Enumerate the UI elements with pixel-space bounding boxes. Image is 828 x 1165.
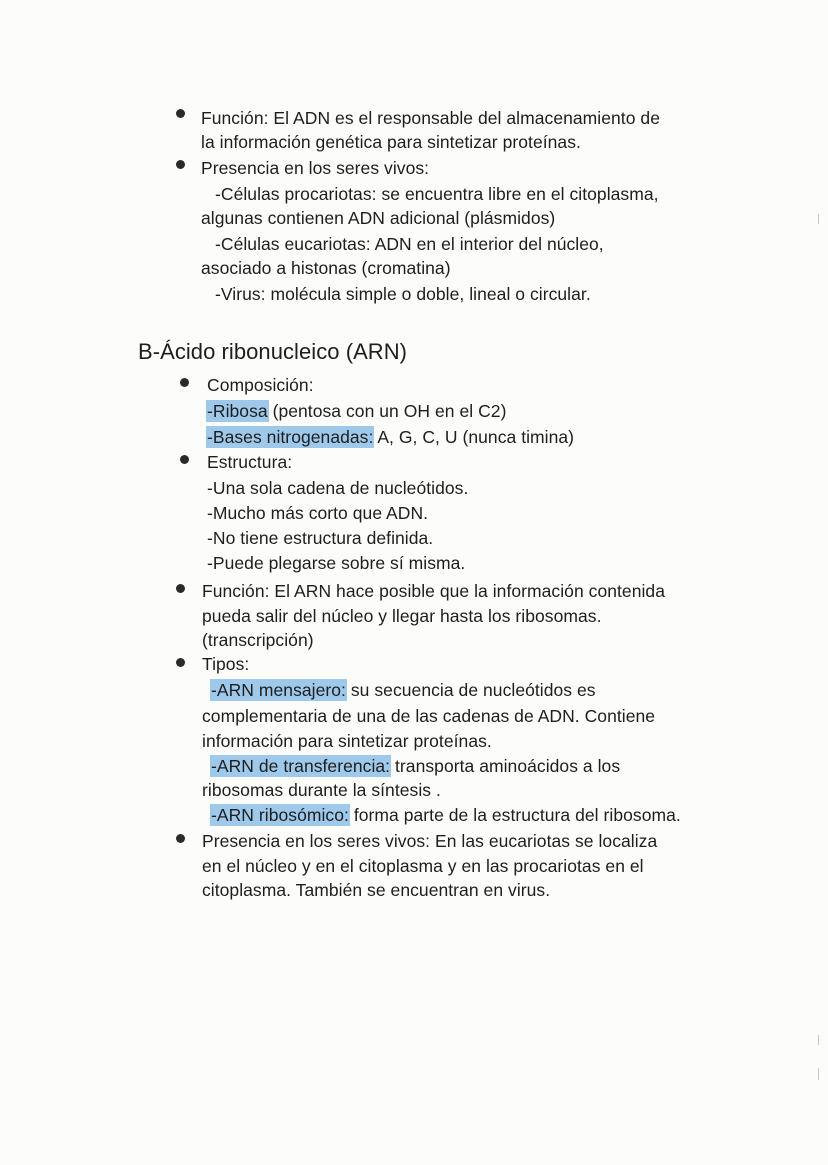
- mensajero-highlight: -ARN mensajero:: [211, 680, 346, 700]
- funcion-arn-line-2: pueda salir del núcleo y llegar hasta los ribosomas.: [202, 606, 602, 626]
- ribosa-highlight: -Ribosa: [207, 401, 268, 421]
- bullet-point: [176, 584, 185, 593]
- bases-description: A, G, C, U (nunca timina): [373, 427, 575, 447]
- bases-line: [207, 426, 574, 448]
- scan-mark: [818, 1035, 819, 1045]
- presencia-arn-line-3: citoplasma. También se encuentran en virus.: [202, 880, 551, 900]
- estructura-item: -No tiene estructura definida.: [207, 528, 434, 548]
- funcion-arn-line-3: (transcripción): [202, 630, 314, 650]
- section-b-heading: B-Ácido ribonucleico (ARN): [138, 339, 408, 364]
- funcion-arn-line-1: Función: El ARN hace posible que la información contenida: [202, 581, 665, 601]
- bases-highlight: -Bases nitrogenadas:: [207, 427, 374, 447]
- composicion-title: Composición:: [207, 375, 314, 395]
- ribosa-line: [207, 400, 506, 422]
- presencia-adn-title: Presencia en los seres vivos:: [201, 158, 430, 178]
- scan-mark: [818, 1068, 819, 1080]
- bullet-point: [176, 834, 185, 843]
- presencia-arn-line-2: en el núcleo y en el citoplasma y en las procariotas en el: [202, 856, 644, 876]
- mensajero-line-1: [211, 679, 596, 701]
- transferencia-line-2: ribosomas durante la síntesis .: [202, 780, 441, 800]
- ribosomico-description: forma parte de la estructura del ribosoma.: [348, 805, 681, 825]
- mensajero-line-2: complementaria de una de las cadenas de ADN. Contiene: [202, 706, 656, 726]
- mensajero-line-3: información para sintetizar proteínas.: [202, 731, 492, 751]
- virus-line: -Virus: molécula simple o doble, lineal o circular.: [215, 284, 591, 304]
- bullet-point: [176, 658, 185, 667]
- scan-mark: [818, 214, 819, 224]
- mensajero-description: su secuencia de nucleótidos es: [345, 680, 596, 700]
- bullet-point: [176, 160, 185, 169]
- funcion-adn-line-2: la información genética para sintetizar proteínas.: [201, 132, 581, 152]
- ribosomico-line: [211, 804, 681, 826]
- eucariotas-line-2: asociado a histonas (cromatina): [201, 258, 451, 278]
- ribosomico-highlight: -ARN ribosómico:: [211, 805, 349, 825]
- transferencia-description: transporta aminoácidos a los: [390, 756, 621, 776]
- bullet-point: [176, 109, 185, 118]
- estructura-item: -Mucho más corto que ADN.: [207, 503, 429, 523]
- procariotas-line-1: -Células procariotas: se encuentra libre en el citoplasma,: [215, 184, 659, 204]
- tipos-title: Tipos:: [202, 654, 250, 674]
- transferencia-highlight: -ARN de transferencia:: [211, 756, 391, 776]
- ribosa-description: (pentosa con un OH en el C2): [267, 401, 507, 421]
- estructura-item: -Una sola cadena de nucleótidos.: [207, 478, 469, 498]
- funcion-adn-line-1: Función: El ADN es el responsable del almacenamiento de: [201, 108, 660, 128]
- estructura-title: Estructura:: [207, 452, 293, 472]
- presencia-arn-line-1: Presencia en los seres vivos: En las eucariotas se localiza: [202, 831, 658, 851]
- bullet-point: [180, 378, 189, 387]
- estructura-item: -Puede plegarse sobre sí misma.: [207, 553, 466, 573]
- transferencia-line-1: [211, 755, 620, 777]
- bullet-point: [180, 455, 189, 464]
- eucariotas-line-1: -Células eucariotas: ADN en el interior del núcleo,: [215, 234, 604, 254]
- procariotas-line-2: algunas contienen ADN adicional (plásmidos): [201, 208, 556, 228]
